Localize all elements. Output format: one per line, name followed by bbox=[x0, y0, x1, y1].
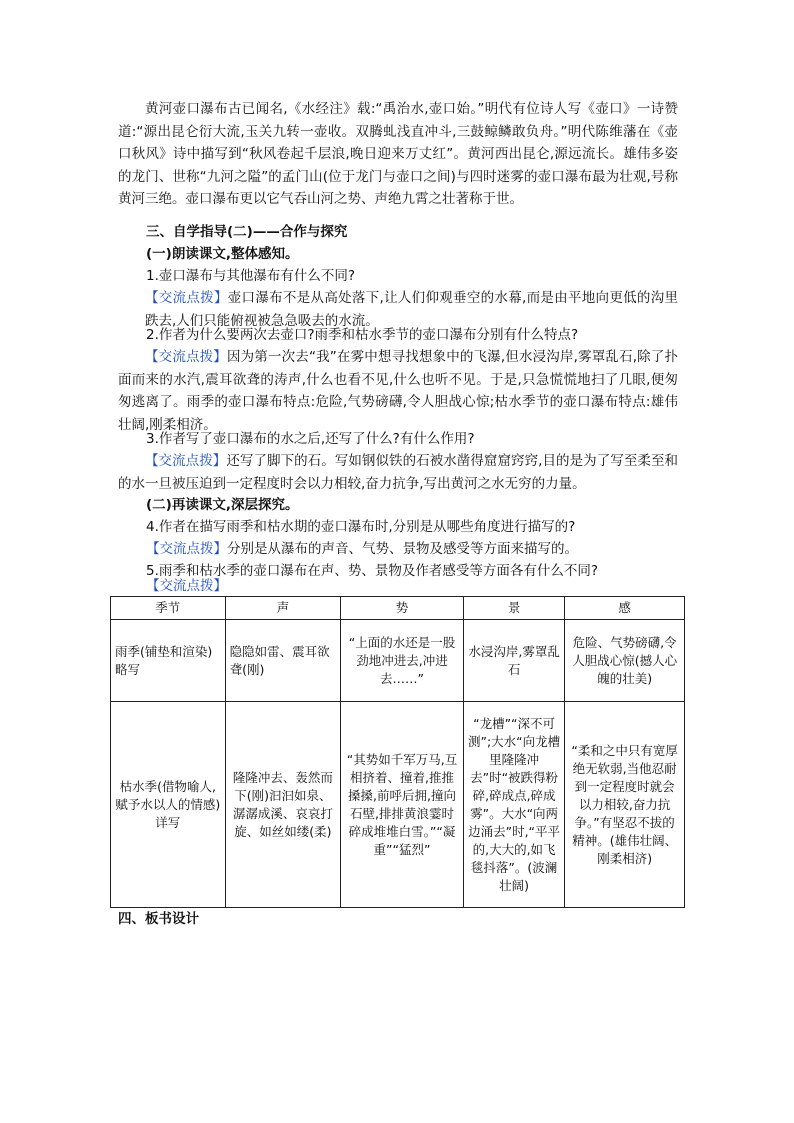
header-season: 季节 bbox=[111, 597, 226, 620]
section4-heading: 四、板书设计 bbox=[118, 911, 199, 927]
cell-dry-feeling: “柔和之中只有宽厚绝无软弱,当他忍耐到一定程度时就会以力相较,奋力抗争。”有坚忍不拔的精神。(雄伟壮阔、刚柔相济) bbox=[565, 702, 685, 908]
cell-rainy-sound: 隐隐如雷、震耳欲聋(刚) bbox=[225, 620, 341, 702]
answer-5-label: 【交流点拨】 bbox=[146, 578, 227, 594]
cell-dry-scene: “龙槽”“深不可测”;大水“向龙槽里隆隆冲去”时“被跌得粉碎,碎成点,碎成雾”。大水“向两边涌去”时,“平平的,大大的,如飞毯抖落”。(波澜壮阔) bbox=[463, 702, 565, 908]
subsection2-heading: (二)再读课文,深层探究。 bbox=[146, 497, 299, 513]
header-feeling: 感 bbox=[565, 597, 685, 620]
answer-3-label: 【交流点拨】 bbox=[145, 453, 227, 469]
answer-2 bbox=[118, 346, 678, 436]
table-row bbox=[111, 620, 685, 702]
answer-2-text: 因为第一次去“我”在雾中想寻找想象中的飞瀑,但水浸沟岸,雾罩乱石,除了扑面而来的水汽,震耳欲聋的涛声,什么也看不见,什么也听不见。于是,只急慌慌地扫了几眼,便匆匆逃离了。雨季的壶口瀑布特点:危险,气势磅礴,令人胆战心惊;枯水季节的壶口瀑布特点:雄伟壮阔,刚柔相济。 bbox=[118, 349, 679, 433]
answer-4-text: 分别是从瀑布的声音、气势、景物及感受等方面来描写的。 bbox=[227, 541, 578, 557]
question-2: 2.作者为什么要两次去壶口?雨季和枯水季节的壶口瀑布分别有什么特点? bbox=[146, 327, 579, 343]
cell-dry-momentum: “其势如千军万马,互相挤着、撞着,推推搡搡,前呼后拥,撞向石壁,排排黄浪霎时碎成堆堆白雪。”“凝重”“猛烈” bbox=[341, 702, 464, 908]
answer-2-label: 【交流点拨】 bbox=[145, 349, 227, 365]
header-momentum: 势 bbox=[341, 597, 464, 620]
answer-3 bbox=[118, 450, 678, 495]
intro-paragraph: 黄河壶口瀑布古已闻名,《水经注》载:“禹治水,壶口始。”明代有位诗人写《壶口》一诗赞道:“源出昆仑衍大流,玉关九转一壶收。双腾虬浅直冲斗,三鼓鲸鳞敢负舟。”明代陈维藩在《壶口秋风》诗中描写到“秋风卷起千层浪,晚日迎来万丈红”。黄河西出昆仑,源远流长。雄伟多姿的龙门、世称“九河之隘”的孟门山(位于龙门与壶口之间)与四时迷雾的壶口瀑布最为壮观,号称黄河三绝。壶口瀑布更以它气吞山河之势、声绝九霄之壮著称于世。 bbox=[118, 101, 678, 207]
section3-heading: 三、自学指导(二)——合作与探究 bbox=[146, 224, 348, 240]
cell-dry-season: 枯水季(借物喻人,赋予水以人的情感)详写 bbox=[111, 702, 226, 908]
subsection1-heading: (一)朗读课文,整体感知。 bbox=[146, 246, 299, 262]
question-1: 1.壶口瀑布与其他瀑布有什么不同? bbox=[146, 268, 356, 284]
cell-dry-sound: 隆隆冲去、轰然而下(刚)汩汩如泉、潺潺成溪、哀哀打旋、如丝如缕(柔) bbox=[225, 702, 341, 908]
question-3: 3.作者写了壶口瀑布的水之后,还写了什么?有什么作用? bbox=[146, 431, 475, 447]
answer-4 bbox=[146, 538, 716, 561]
header-scene: 景 bbox=[463, 597, 565, 620]
comparison-table bbox=[110, 596, 685, 908]
cell-rainy-momentum: “上面的水还是一股劲地冲进去,冲进去……” bbox=[341, 620, 464, 702]
cell-rainy-season: 雨季(铺垫和渲染)略写 bbox=[111, 620, 226, 702]
header-sound: 声 bbox=[225, 597, 341, 620]
answer-4-label: 【交流点拨】 bbox=[146, 541, 227, 557]
question-4: 4.作者在描写雨季和枯水期的壶口瀑布时,分别是从哪些角度进行描写的? bbox=[146, 519, 576, 535]
answer-3-text: 还写了脚下的石。写如钢似铁的石被水凿得窟窟窍窍,目的是为了写至柔至和的水一旦被压迫到一定程度时会以力相较,奋力抗争,写出黄河之水无穷的力量。 bbox=[118, 453, 678, 492]
table-row bbox=[111, 702, 685, 908]
cell-rainy-scene: 水浸沟岸,雾罩乱石 bbox=[463, 620, 565, 702]
cell-rainy-feeling: 危险、气势磅礴,令人胆战心惊(撼人心魄的壮美) bbox=[565, 620, 685, 702]
answer-1-text: 壶口瀑布不是从高处落下,让人们仰观垂空的水幕,而是由平地向更低的沟里跌去,人们只能俯视被急急吸去的水流。 bbox=[145, 290, 678, 329]
table-header-row bbox=[111, 597, 685, 620]
answer-1-label: 【交流点拨】 bbox=[145, 290, 228, 306]
question-5: 5.雨季和枯水季的壶口瀑布在声、势、景物及作者感受等方面各有什么不同? bbox=[146, 563, 599, 579]
